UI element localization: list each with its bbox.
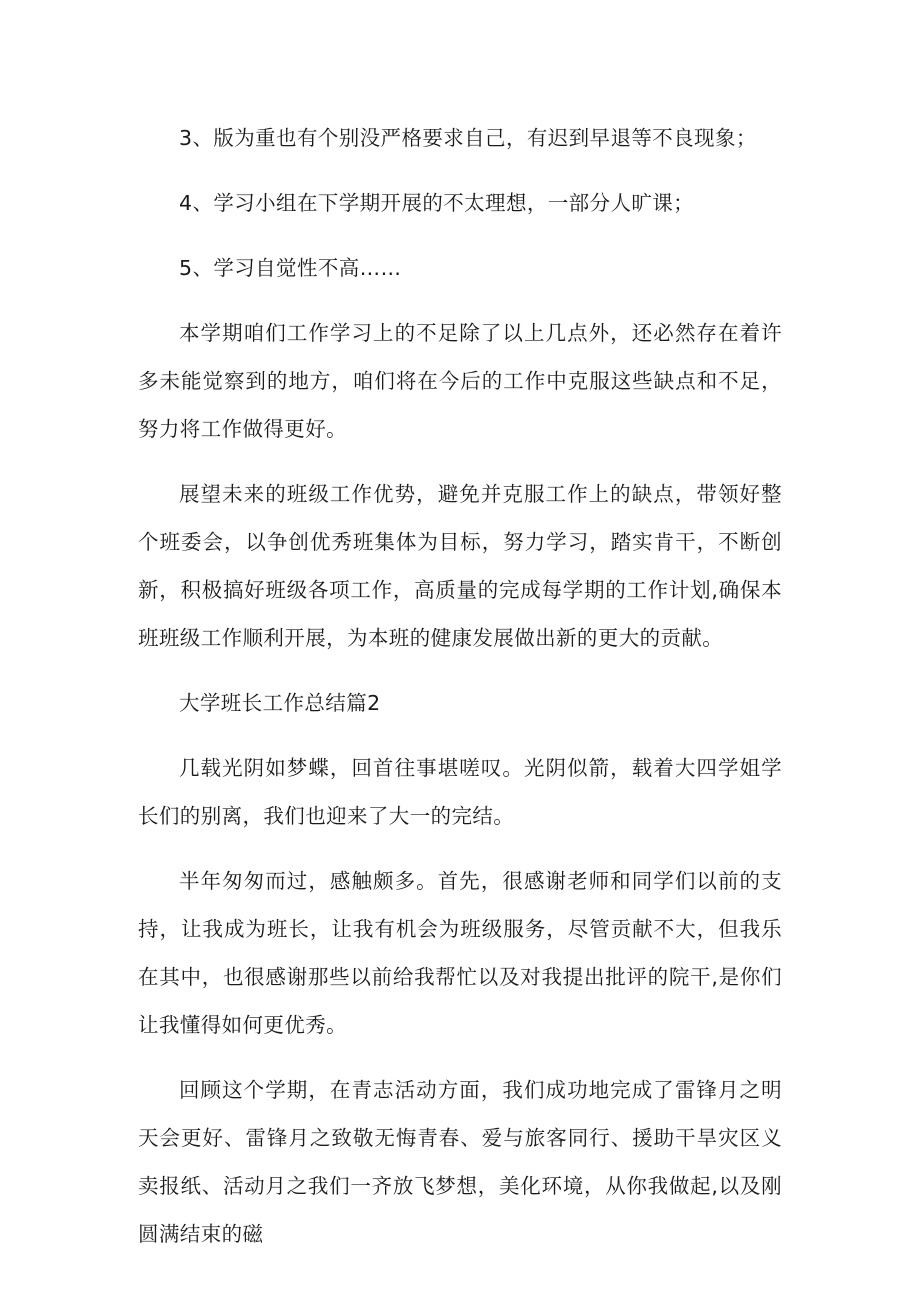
list-item-4: 4、学习小组在下学期开展的不太理想，一部分人旷课； (179, 191, 695, 215)
body-paragraph-outlook: 展望未来的班级工作优势，避免并克服工作上的缺点，带领好整个班委会，以争创优秀班集体为目标，努力学习，踏实肯干，不断创新，积极搞好班级各项工作，高质量的完成每学期的工作计划,确保本班班级工作顺利开展，为本班的健康发展做出新的更大的贡献。 (138, 482, 782, 650)
body-paragraph-intro: 几载光阴如梦蝶，回首往事堪嗟叹。光阴似箭，载着大四学姐学长们的别离，我们也迎来了大一的完结。 (138, 756, 782, 828)
list-item-3: 3、版为重也有个别没严格要求自己，有迟到早退等不良现象； (179, 126, 757, 150)
body-paragraph-shortcomings: 本学期咱们工作学习上的不足除了以上几点外，还必然存在着许多未能觉察到的地方，咱们将在今后的工作中克服这些缺点和不足，努力将工作做得更好。 (138, 321, 782, 441)
list-item-5: 5、学习自觉性不高…… (179, 256, 402, 280)
body-paragraph-review: 回顾这个学期，在青志活动方面，我们成功地完成了雷锋月之明天会更好、雷锋月之致敬无悔青春、爱与旅客同行、援助干旱灾区义卖报纸、活动月之我们一齐放飞梦想，美化环境，从你我做起,以及刚圆满结束的磁 (138, 1078, 782, 1246)
section-heading: 大学班长工作总结篇2 (179, 691, 381, 715)
body-paragraph-thanks: 半年匆匆而过，感触颇多。首先，很感谢老师和同学们以前的支持，让我成为班长，让我有机会为班级服务，尽管贡献不大，但我乐在其中，也很感谢那些以前给我帮忙以及对我提出批评的院干,是你们让我懂得如何更优秀。 (138, 869, 782, 1037)
